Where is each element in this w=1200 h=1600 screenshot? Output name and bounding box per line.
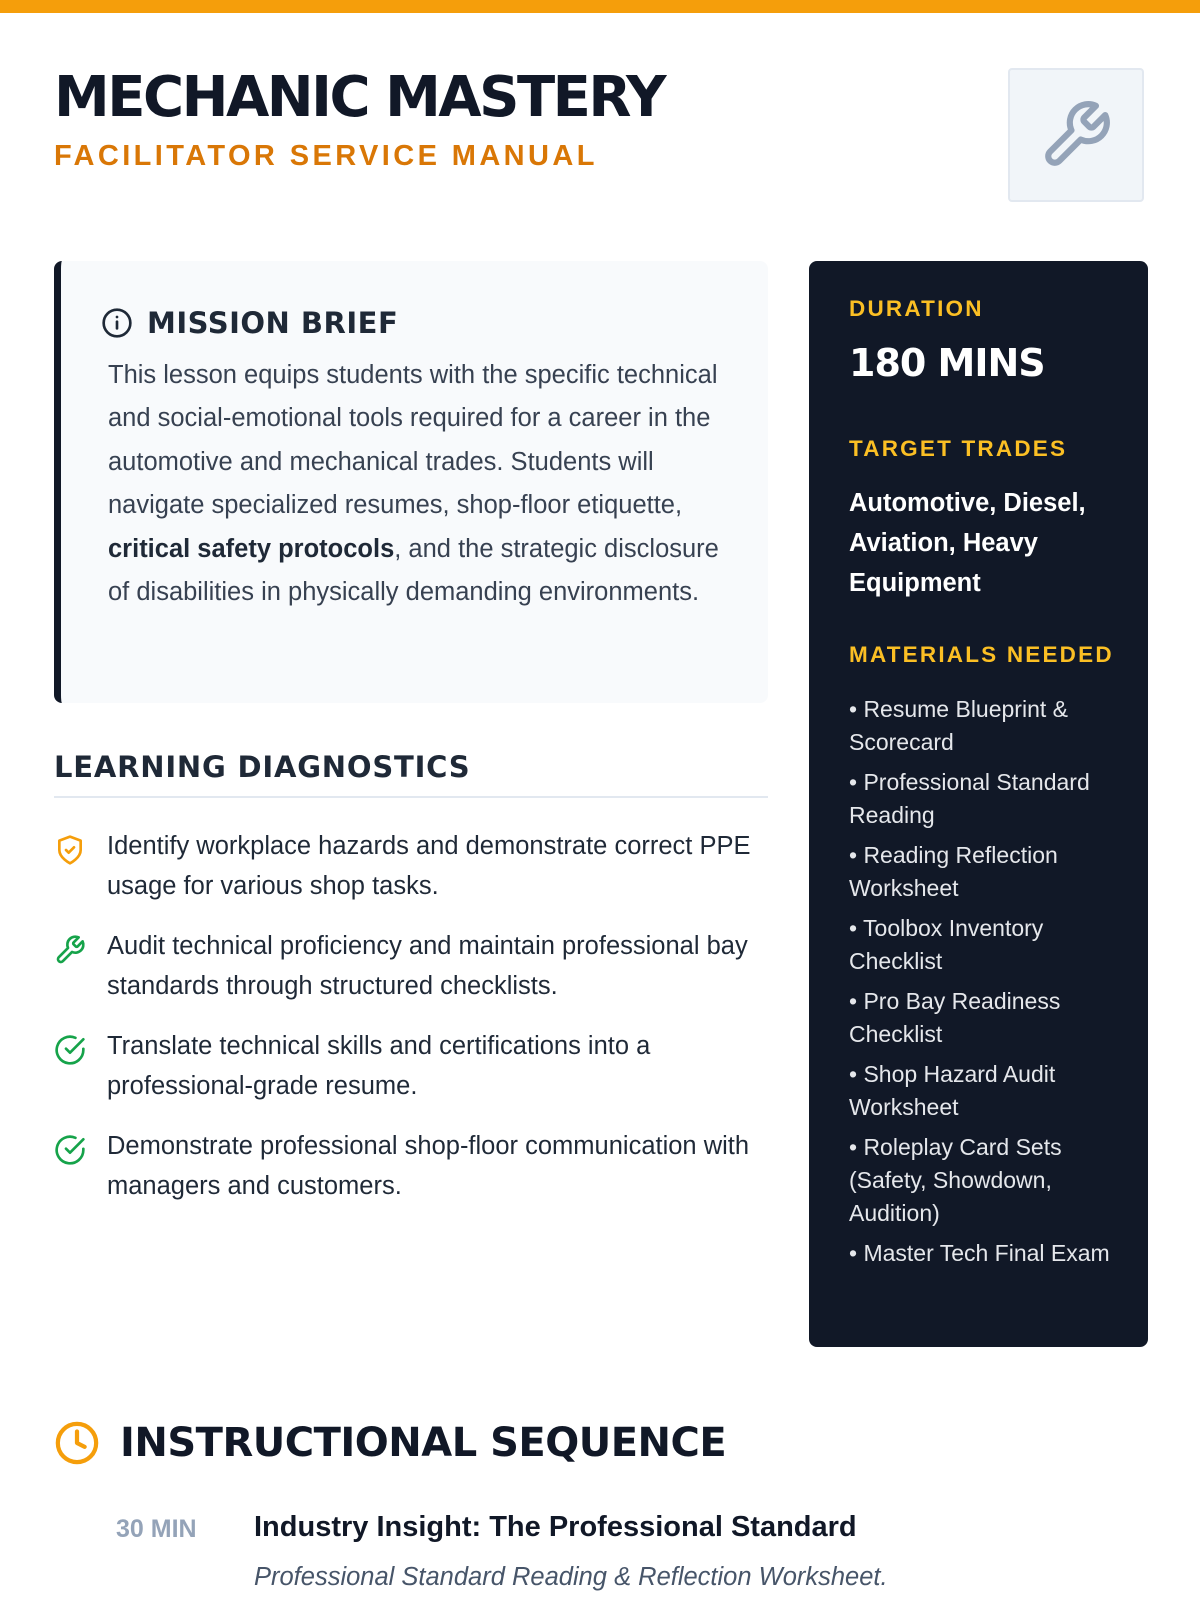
page-title: MECHANIC MASTERY [54, 65, 665, 130]
list-item [54, 926, 768, 1026]
logo-badge [1008, 68, 1144, 202]
materials-list [849, 693, 1119, 1277]
page-subtitle: FACILITATOR SERVICE MANUAL [54, 140, 598, 172]
lesson-info-sidebar [809, 261, 1148, 1347]
wrench-icon [54, 934, 86, 966]
mission-brief-header [101, 305, 398, 341]
list-item [54, 1126, 768, 1226]
mission-brief-card [54, 261, 768, 703]
material-item: • Master Tech Final Exam [849, 1240, 1110, 1266]
material-item: • Pro Bay Readiness Checklist [849, 988, 1061, 1047]
clock-icon [54, 1420, 100, 1466]
material-item: • Toolbox Inventory Checklist [849, 915, 1044, 974]
diagnostic-text: Demonstrate professional shop-floor communication with managers and customers. [107, 1132, 750, 1200]
top-accent-bar [0, 0, 1200, 13]
diagnostic-text: Identify workplace hazards and demonstrate correct PPE usage for various shop tasks. [107, 832, 751, 900]
sequence-item-title: Industry Insight: The Professional Standard [254, 1511, 857, 1543]
diagnostic-text: Translate technical skills and certifications into a professional-grade resume. [107, 1032, 651, 1100]
list-item [54, 826, 768, 926]
target-trades-label: TARGET TRADES [849, 436, 1068, 461]
brief-text-part: , and the strategic disclosure of disabilities in physically demanding environments. [108, 534, 719, 607]
sequence-item-subtitle: Professional Standard Reading & Reflection Worksheet. [254, 1563, 888, 1591]
instructional-sequence-header [54, 1418, 727, 1468]
duration-label: DURATION [849, 296, 984, 321]
diagnostic-text: Audit technical proficiency and maintain professional bay standards through structured checklists. [107, 932, 748, 1000]
section-divider [54, 796, 768, 798]
check-circle-icon [54, 1034, 86, 1066]
brief-text-emphasis: critical safety protocols [108, 534, 395, 563]
wrench-icon [1039, 98, 1113, 172]
list-item [54, 1026, 768, 1126]
page-header [54, 66, 1148, 208]
instructional-sequence-heading: INSTRUCTIONAL SEQUENCE [120, 1420, 727, 1466]
info-circle-icon [101, 307, 133, 339]
check-circle-icon [54, 1134, 86, 1166]
material-item: • Reading Reflection Worksheet [849, 842, 1058, 901]
brief-text-part: This lesson equips students with the specific technical and social-emotional tools required for a career in the automotive and mechanical trades. Students will navigate specialized resumes, shop-floor etiquette, [108, 361, 718, 520]
learning-diagnostics-list [54, 826, 768, 1226]
mission-brief-text [108, 354, 728, 614]
mission-brief-heading: MISSION BRIEF [147, 306, 399, 340]
sequence-item-duration: 30 MIN [116, 1515, 197, 1543]
material-item: • Professional Standard Reading [849, 769, 1090, 828]
target-trades-value: Automotive, Diesel, Aviation, Heavy Equipment [849, 489, 1086, 597]
materials-label: MATERIALS NEEDED [849, 642, 1114, 667]
material-item: • Resume Blueprint & Scorecard [849, 696, 1068, 755]
material-item: • Shop Hazard Audit Worksheet [849, 1061, 1056, 1120]
duration-value: 180 MINS [849, 341, 1045, 385]
shield-check-icon [54, 834, 86, 866]
learning-diagnostics-heading: LEARNING DIAGNOSTICS [54, 750, 471, 784]
material-item: • Roleplay Card Sets (Safety, Showdown, Audition) [849, 1134, 1062, 1226]
